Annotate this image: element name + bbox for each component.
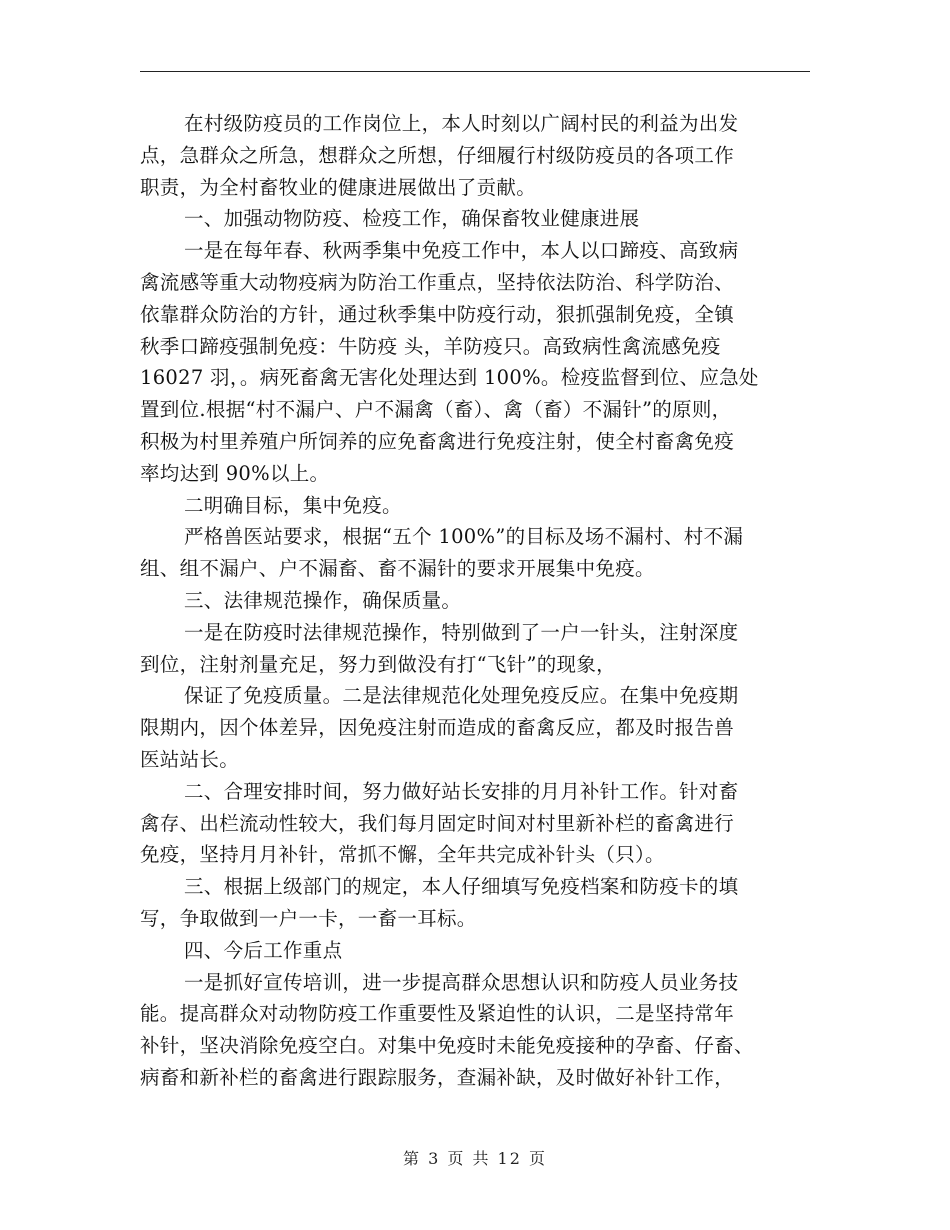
text-line: 四、今后工作重点 bbox=[184, 938, 343, 962]
header-rule bbox=[140, 71, 810, 72]
text-line: 置到位.根据“村不漏户、户不漏禽（畜）、禽（畜）不漏针”的原则， bbox=[140, 398, 732, 422]
text-line: 一是抓好宣传培训，进一步提高群众思想认识和防疫人员业务技 bbox=[184, 970, 739, 994]
text-line: 率均达到 90%以上。 bbox=[140, 461, 330, 485]
text-line: 二、合理安排时间，努力做好站长安排的月月补针工作。针对畜 bbox=[184, 779, 739, 803]
text-line: 三、法律规范操作，确保质量。 bbox=[184, 588, 462, 612]
text-line: 写，争取做到一户一卡，一畜一耳标。 bbox=[140, 906, 477, 930]
text-line: 能。提高群众对动物防疫工作重要性及紧迫性的认识，二是坚持常年 bbox=[140, 1002, 735, 1026]
text-line: 组、组不漏户、户不漏畜、畜不漏针的要求开展集中免疫。 bbox=[140, 557, 655, 581]
text-line: 一是在防疫时法律规范操作，特别做到了一户一针头，注射深度 bbox=[184, 620, 739, 644]
text-line: 医站站长。 bbox=[140, 747, 240, 771]
text-line: 16027 羽，。病死畜禽无害化处理达到 100%。检疫监督到位、应急处 bbox=[140, 366, 759, 390]
text-line: 职责，为全村畜牧业的健康进展做出了贡献。 bbox=[140, 175, 537, 199]
text-line: 免疫，坚持月月补针，常抓不懈，全年共完成补针头（只）。 bbox=[140, 843, 665, 867]
text-line: 严格兽医站要求，根据“五个 100%”的目标及场不漏村、村不漏 bbox=[184, 525, 744, 549]
text-line: 依靠群众防治的方针，通过秋季集中防疫行动，狠抓强制免疫，全镇 bbox=[140, 302, 735, 326]
text-line: 二明确目标，集中免疫。 bbox=[184, 493, 402, 517]
text-line: 到位，注射剂量充足，努力到做没有打“飞针”的现象， bbox=[140, 652, 616, 676]
text-line: 在村级防疫员的工作岗位上，本人时刻以广阔村民的利益为出发 bbox=[184, 112, 739, 135]
text-line: 禽存、出栏流动性较大，我们每月固定时间对村里新补栏的畜禽进行 bbox=[140, 811, 735, 835]
text-line: 限期内，因个体差异，因免疫注射而造成的畜禽反应，都及时报告兽 bbox=[140, 716, 735, 740]
text-line: 秋季口蹄疫强制免疫：牛防疫 头，羊防疫只。高致病性禽流感免疫 bbox=[140, 334, 721, 358]
text-line: 补针，坚决消除免疫空白。对集中免疫时未能免疫接种的孕畜、仔畜、 bbox=[140, 1034, 754, 1058]
text-line: 禽流感等重大动物疫病为防治工作重点，坚持依法防治、科学防治、 bbox=[140, 270, 735, 294]
text-line: 一、加强动物防疫、检疫工作，确保畜牧业健康进展 bbox=[184, 207, 640, 231]
document-body bbox=[140, 108, 812, 1094]
text-line: 一是在每年春、秋两季集中免疫工作中，本人以口蹄疫、高致病 bbox=[184, 239, 739, 263]
text-line: 点，急群众之所急，想群众之所想，仔细履行村级防疫员的各项工作 bbox=[140, 143, 735, 167]
page-footer: 第 3 页 共 12 页 bbox=[403, 1149, 547, 1168]
text-line: 保证了免疫质量。二是法律规范化处理免疫反应。在集中免疫期 bbox=[184, 684, 739, 708]
text-line: 积极为村里养殖户所饲养的应免畜禽进行免疫注射，使全村畜禽免疫 bbox=[140, 429, 735, 453]
text-line: 三、根据上级部门的规定，本人仔细填写免疫档案和防疫卡的填 bbox=[184, 875, 739, 899]
text-line: 病畜和新补栏的畜禽进行跟踪服务，查漏补缺，及时做好补针工作， bbox=[140, 1065, 735, 1089]
